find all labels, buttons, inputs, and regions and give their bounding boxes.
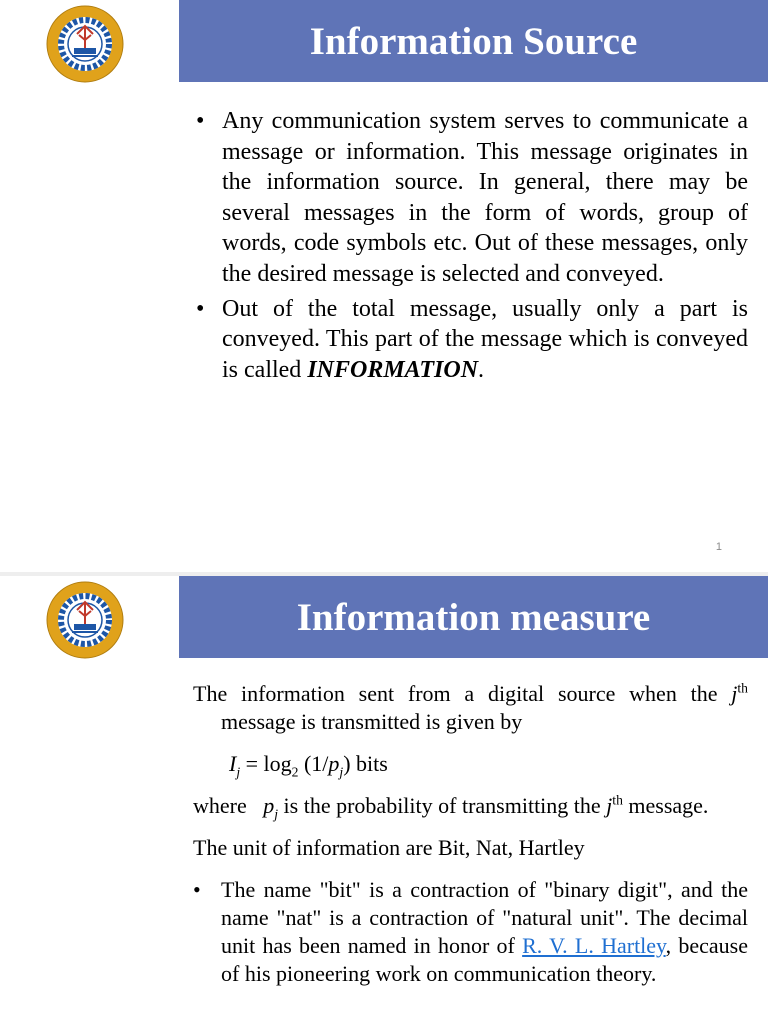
bullet-item [193, 876, 748, 988]
institute-logo [44, 580, 126, 660]
bullet-text: The name "bit" is a contraction of "binary digit", and the name "nat" is a contraction of "natural unit". The decimal unit has been named in honor of [221, 877, 748, 958]
formula-sub-2: 2 [291, 764, 299, 780]
slide-1-body [196, 106, 748, 389]
formula-open: (1/ [298, 751, 329, 776]
formula-log: = log [240, 751, 292, 776]
formula-sub-j: j [236, 764, 241, 780]
bullet-text-end: . [478, 356, 485, 383]
units-paragraph: The unit of information are Bit, Nat, Hartley [193, 835, 585, 860]
information-formula [229, 750, 748, 778]
where-sub-j: j [274, 806, 279, 822]
slide-title: Information Source [179, 0, 768, 82]
where-text-mid: is the probability of transmitting the [278, 793, 607, 818]
formula-p: p [328, 751, 340, 776]
where-p: p [263, 793, 275, 818]
institute-logo [44, 4, 126, 84]
bullet-list [196, 106, 748, 385]
where-text: where [193, 793, 264, 818]
bullet-text-end: , because of his pioneering work on communication theory. [221, 933, 748, 986]
formula-I: I [229, 751, 237, 776]
j-symbol: j [731, 681, 738, 706]
bullet-text: Out of the total message, usually only a part is conveyed. This part of the message which is conveyed is called [222, 295, 748, 383]
where-j: j [606, 793, 613, 818]
intro-text-end: message is transmitted is given by [221, 709, 523, 734]
where-text-end: message. [622, 793, 709, 818]
where-th: th [612, 792, 623, 808]
slide-title: Information measure [179, 576, 768, 658]
intro-paragraph [193, 680, 748, 736]
bullet-item [196, 294, 748, 386]
where-paragraph [193, 792, 748, 820]
slide-2 [0, 576, 768, 1024]
page-number: 1 [715, 541, 722, 553]
formula-sub-j2: j [339, 764, 344, 780]
intro-text: The information sent from a digital source when the [193, 681, 732, 706]
th-superscript: th [737, 680, 748, 696]
emphasis-text: INFORMATION [307, 356, 479, 383]
hartley-link[interactable]: R. V. L. Hartley [522, 933, 666, 958]
bullet-item: • Any communication system serves to communicate a message or information. This message originates in the information source. In general, there may be several messages in the form of words, group of words, code symbols etc. Out of these messages, only the desired message is selected and conveyed. [196, 106, 748, 290]
formula-close: ) bits [343, 751, 388, 776]
slide-2-body [193, 680, 748, 992]
bullet-list [193, 876, 748, 988]
